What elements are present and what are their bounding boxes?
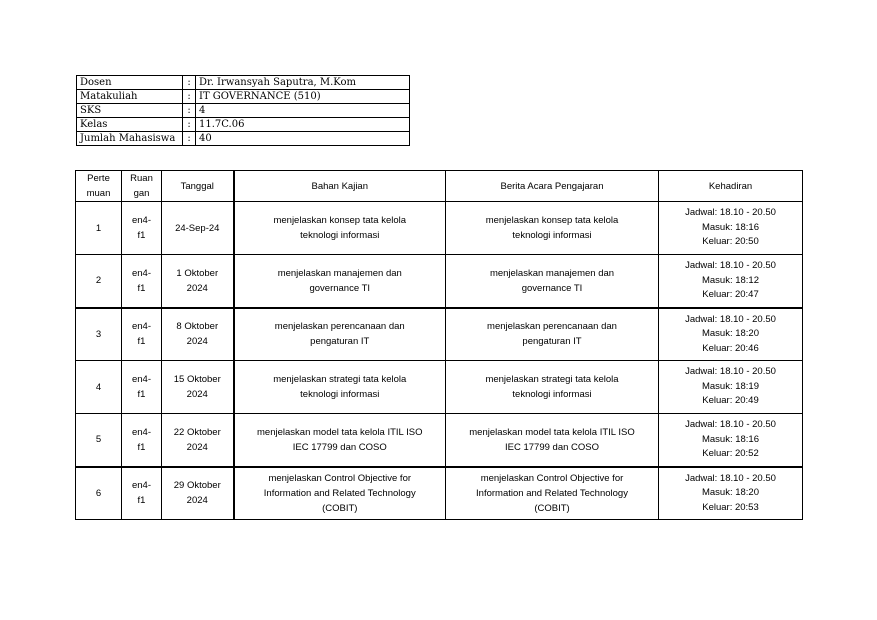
cell-tanggal [162,361,234,414]
table-row [76,202,803,255]
info-value: Dr. Irwansyah Saputra, M.Kom [196,76,410,90]
cell-berita-acara [446,202,659,255]
info-separator: : [183,104,196,118]
meeting-log-table [75,170,803,520]
cell-line: menjelaskan Control Objective for [268,472,412,484]
cell-line: Masuk: 18:20 [701,328,760,339]
header-ruangan [122,171,162,202]
cell-line: Information and Related Technology [263,487,416,499]
course-info-table [76,75,410,146]
cell-line: f1 [137,336,146,348]
cell-line: teknologi informasi [300,389,380,400]
cell-line: menjelaskan model tata kelola ITIL ISO [469,426,635,438]
table-row [76,255,803,308]
cell-line: Masuk: 18:19 [701,380,760,392]
info-separator: : [183,118,196,132]
info-row-sks [77,104,410,118]
cell-berita-acara [446,255,659,308]
cell-line: teknologi informasi [300,230,380,241]
cell-line: f1 [137,282,146,294]
cell-line: en4- [131,321,151,333]
cell-ruangan [122,202,162,255]
cell-ruangan [122,308,162,361]
cell-line: menjelaskan perencanaan dan [274,321,405,333]
cell-line: teknologi informasi [512,230,592,241]
cell-kehadiran [659,414,803,467]
table-row [76,414,803,467]
header-kehadiran: Kehadiran [659,171,803,202]
header-line: gan [133,188,150,199]
cell-line: Masuk: 18:16 [701,221,760,233]
info-separator: : [183,90,196,104]
cell-ruangan [122,361,162,414]
cell-bahan-kajian [234,308,446,361]
cell-kehadiran [659,255,803,308]
cell-line: 2024 [186,441,208,453]
info-value: 40 [196,132,410,146]
table-row [76,308,803,361]
cell-line: 15 Oktober [173,374,221,385]
table-row [76,361,803,414]
cell-line: governance TI [309,282,371,294]
cell-berita-acara [446,414,659,467]
info-row-dosen [77,76,410,90]
cell-line: f1 [137,441,146,453]
cell-line: f1 [137,495,146,507]
info-label: SKS [77,104,183,118]
cell-line: Masuk: 18:20 [701,487,760,498]
info-label: Jumlah Mahasiswa [77,132,183,146]
cell-line: Keluar: 20:50 [702,236,759,248]
cell-line: (COBIT) [322,502,358,514]
cell-bahan-kajian [234,255,446,308]
info-label: Kelas [77,118,183,132]
cell-line: Information and Related Technology [476,487,628,499]
cell-line: teknologi informasi [512,389,592,400]
cell-line: en4- [131,480,151,492]
cell-line: 2024 [186,336,208,348]
cell-tanggal [162,467,234,520]
cell-line: Keluar: 20:47 [702,289,759,300]
cell-line: 24-Sep-24 [175,222,220,234]
cell-line: Keluar: 20:52 [702,448,759,459]
info-separator: : [183,76,196,90]
header-bahan-kajian: Bahan Kajian [234,171,446,202]
cell-line: 2024 [186,389,208,400]
info-row-kelas [77,118,410,132]
cell-bahan-kajian [234,361,446,414]
cell-line: 29 Oktober [173,480,221,492]
header-tanggal: Tanggal [162,171,234,202]
cell-line: governance TI [521,282,583,294]
cell-line: 22 Oktober [173,426,221,438]
cell-line: IEC 17799 dan COSO [292,441,387,453]
cell-line: Keluar: 20:53 [702,501,759,513]
cell-line: Masuk: 18:16 [701,433,760,445]
info-row-matakuliah [77,90,410,104]
cell-line: en4- [131,215,151,226]
cell-line: en4- [131,267,151,279]
cell-line: menjelaskan model tata kelola ITIL ISO [257,426,423,438]
cell-line: pengaturan IT [310,336,370,348]
cell-pertemuan: 2 [76,255,122,308]
cell-berita-acara [446,467,659,520]
info-value: 4 [196,104,410,118]
cell-line: menjelaskan strategi tata kelola [273,374,407,385]
header-line: Perte [87,173,110,184]
cell-kehadiran [659,361,803,414]
cell-line: 8 Oktober [176,321,219,333]
header-line: muan [86,188,111,199]
cell-line: IEC 17799 dan COSO [505,441,599,453]
cell-tanggal [162,202,234,255]
cell-bahan-kajian [234,202,446,255]
cell-line: menjelaskan konsep tata kelola [273,215,407,226]
header-line: Ruan [130,173,153,184]
cell-berita-acara [446,361,659,414]
cell-line: 2024 [186,495,208,507]
cell-tanggal [162,414,234,467]
cell-line: Jadwal: 18.10 - 20.50 [685,313,776,325]
cell-line: Jadwal: 18.10 - 20.50 [685,207,776,219]
header-berita-acara: Berita Acara Pengajaran [446,171,659,202]
cell-pertemuan: 3 [76,308,122,361]
cell-line: Jadwal: 18.10 - 20.50 [685,260,776,271]
table-row [76,467,803,520]
cell-line: menjelaskan strategi tata kelola [485,374,619,385]
cell-line: menjelaskan manajemen dan [489,267,615,279]
info-separator: : [183,132,196,146]
cell-pertemuan: 5 [76,414,122,467]
cell-kehadiran [659,467,803,520]
cell-line: 1 Oktober [176,267,219,279]
cell-bahan-kajian [234,467,446,520]
cell-line: en4- [131,426,151,438]
cell-line: menjelaskan perencanaan dan [487,321,617,333]
cell-line: pengaturan IT [522,336,582,348]
cell-line: menjelaskan konsep tata kelola [485,215,619,226]
cell-line: f1 [137,230,146,241]
cell-pertemuan: 6 [76,467,122,520]
cell-line: menjelaskan manajemen dan [277,267,402,279]
cell-ruangan [122,414,162,467]
cell-line: menjelaskan Control Objective for [480,472,624,484]
info-row-jumlah-mahasiswa [77,132,410,146]
cell-line: f1 [137,389,146,400]
cell-kehadiran [659,308,803,361]
cell-tanggal [162,308,234,361]
info-value: 11.7C.06 [196,118,410,132]
cell-line: Keluar: 20:46 [702,342,759,354]
cell-line: en4- [131,374,151,385]
info-label: Matakuliah [77,90,183,104]
cell-bahan-kajian [234,414,446,467]
table-header-row [76,171,803,202]
cell-ruangan [122,467,162,520]
info-value: IT GOVERNANCE (510) [196,90,410,104]
cell-berita-acara [446,308,659,361]
info-label: Dosen [77,76,183,90]
cell-ruangan [122,255,162,308]
cell-kehadiran [659,202,803,255]
cell-line: Jadwal: 18.10 - 20.50 [685,472,776,484]
cell-tanggal [162,255,234,308]
cell-line: Jadwal: 18.10 - 20.50 [685,366,776,378]
cell-line: Masuk: 18:12 [701,274,760,286]
cell-line: Keluar: 20:49 [702,395,759,407]
cell-pertemuan: 1 [76,202,122,255]
cell-line: 2024 [186,282,208,294]
cell-line: Jadwal: 18.10 - 20.50 [685,419,776,430]
cell-line: (COBIT) [534,502,570,514]
header-pertemuan [76,171,122,202]
cell-pertemuan: 4 [76,361,122,414]
